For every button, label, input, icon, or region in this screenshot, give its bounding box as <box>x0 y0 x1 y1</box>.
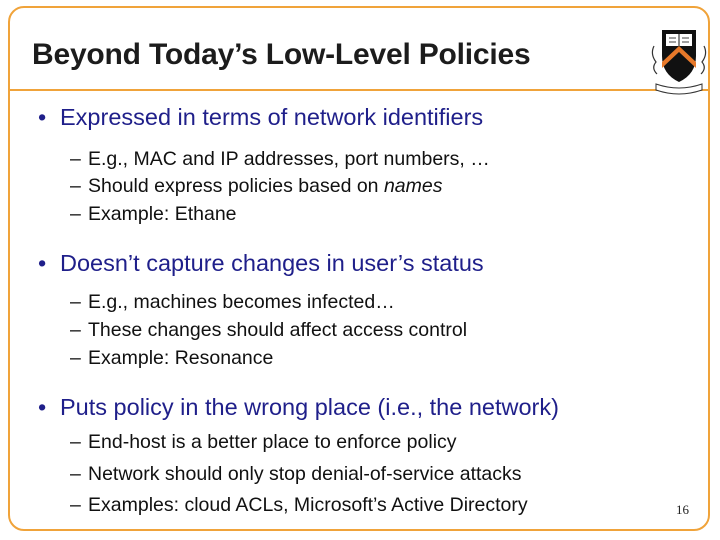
sub-bullet-item <box>70 431 457 454</box>
sub-bullet-text: These changes should affect access control <box>88 319 468 341</box>
bullet-marker: • <box>38 394 47 420</box>
sub-bullet-item <box>70 347 273 370</box>
sub-bullet-text: Examples: cloud ACLs, Microsoft’s Active Directory <box>88 494 528 516</box>
sub-bullet-text: Network should only stop denial-of-service attacks <box>88 463 522 485</box>
dash-marker: – <box>70 203 81 225</box>
sub-bullet-text: Example: Ethane <box>88 203 237 225</box>
sub-bullet-text: E.g., MAC and IP addresses, port numbers, … <box>88 148 490 170</box>
sub-bullet-text: Should express policies based on <box>88 175 384 197</box>
slide-title: Beyond Today’s Low-Level Policies <box>32 38 531 71</box>
page-number: 16 <box>676 502 689 517</box>
sub-bullet-item <box>70 291 395 314</box>
bullet-item <box>38 250 484 277</box>
dash-marker: – <box>70 319 81 341</box>
bullet-text: Doesn’t capture changes in user’s status <box>60 250 484 276</box>
dash-marker: – <box>70 148 81 170</box>
dash-marker: – <box>70 291 81 313</box>
bullet-marker: • <box>38 104 47 130</box>
bullet-text: Expressed in terms of network identifiers <box>60 104 484 130</box>
bullet-item <box>38 104 483 131</box>
sub-bullet-item <box>70 175 442 198</box>
sub-bullet-text: End-host is a better place to enforce policy <box>88 431 457 453</box>
sub-bullet-item <box>70 494 528 517</box>
bullet-item <box>38 394 559 421</box>
dash-marker: – <box>70 431 81 453</box>
dash-marker: – <box>70 494 81 516</box>
dash-marker: – <box>70 347 81 369</box>
princeton-shield-icon <box>648 16 710 98</box>
sub-bullet-item <box>70 319 467 342</box>
sub-bullet-item <box>70 463 522 486</box>
title-divider <box>10 89 708 91</box>
bullet-marker: • <box>38 250 47 276</box>
sub-bullet-item <box>70 203 237 226</box>
dash-marker: – <box>70 175 81 197</box>
dash-marker: – <box>70 463 81 485</box>
sub-bullet-item <box>70 148 490 171</box>
sub-bullet-text: E.g., machines becomes infected… <box>88 291 395 313</box>
bullet-text: Puts policy in the wrong place (i.e., the network) <box>60 394 559 420</box>
sub-bullet-emphasis: names <box>383 175 443 197</box>
sub-bullet-text: Example: Resonance <box>88 347 274 369</box>
